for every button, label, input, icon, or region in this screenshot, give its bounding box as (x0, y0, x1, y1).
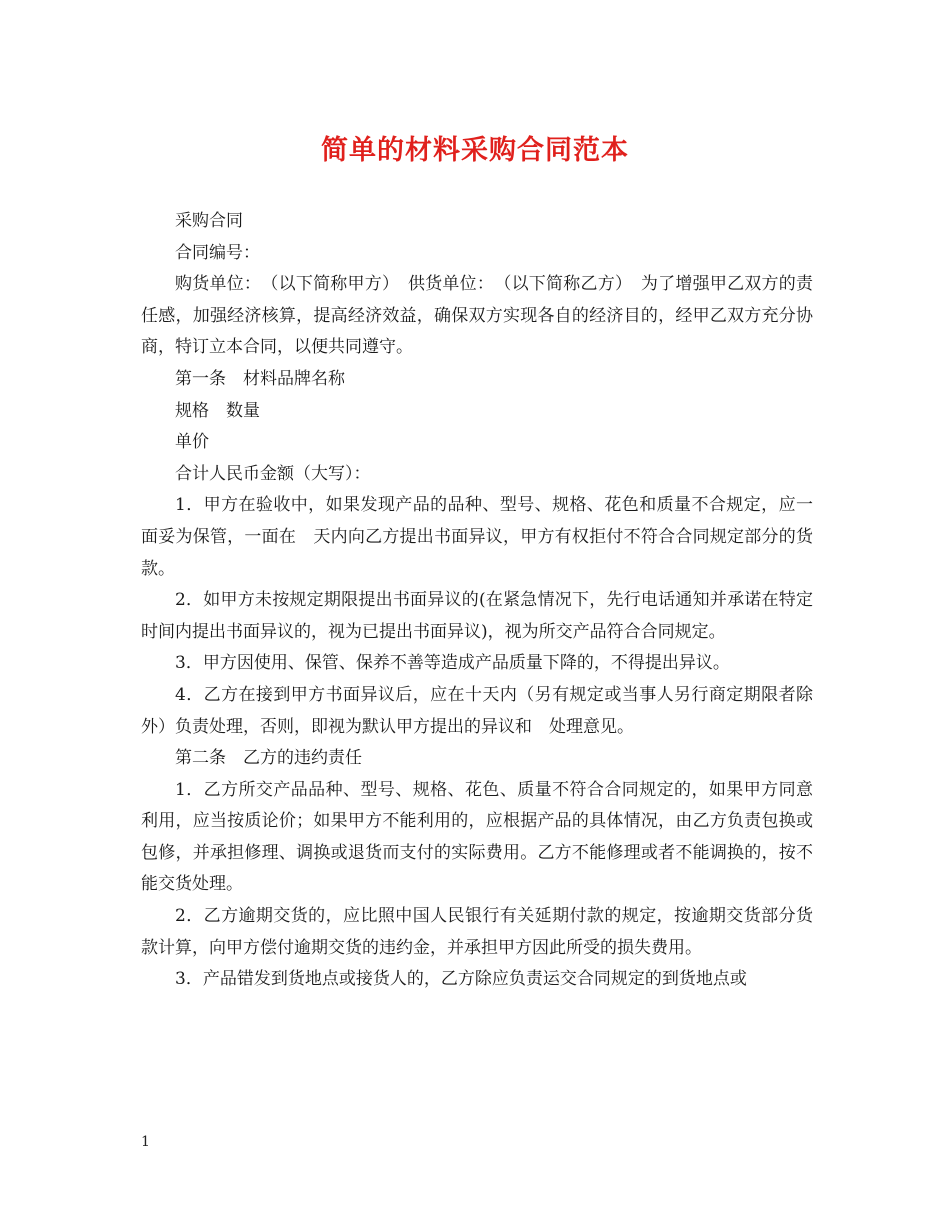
section-heading: 第一条 材料品牌名称 (175, 368, 345, 389)
paragraph: 采购合同 (175, 211, 243, 231)
page-number: 1 (141, 1134, 150, 1150)
clause-item: 2．如甲方未按规定期限提出书面异议的(在紧急情况下，先行电话通知并承诺在特定时间内提出书面异议的，视为已提出书面异议)，视为所交产品符合合同规定。 (141, 590, 813, 642)
section-heading: 第二条 乙方的违约责任 (175, 748, 362, 769)
clause-item: 2．乙方逾期交货的，应比照中国人民银行有关延期付款的规定，按逾期交货部分货款计算，向甲方偿付逾期交货的违约金，并承担甲方因此所受的损失费用。 (141, 906, 813, 958)
clause-item: 1．乙方所交产品品种、型号、规格、花色、质量不符合合同规定的，如果甲方同意利用，应当按质论价；如果甲方不能利用的，应根据产品的具体情况，由乙方负责包换或包修，并承担修理、调换或退货而支付的实际费用。乙方不能修理或者不能调换的，按不能交货处理。 (141, 779, 813, 895)
paragraph: 单价 (175, 432, 209, 453)
paragraph: 购货单位： （以下简称甲方） 供货单位： （以下简称乙方） 为了增强甲乙双方的责任感，加强经济核算，提高经济效益，确保双方实现各自的经济目的，经甲乙双方充分协商，特订立本合同，以便共同遵守。 (141, 274, 813, 358)
clause-item: 4．乙方在接到甲方书面异议后，应在十天内（另有规定或当事人另行商定期限者除外）负责处理，否则，即视为默认甲方提出的异议和 处理意见。 (141, 684, 813, 737)
document-title: 简单的材料采购合同范本 (321, 135, 629, 166)
paragraph: 合计人民币金额（大写）： (175, 463, 371, 484)
clause-item: 1．甲方在验收中，如果发现产品的品种、型号、规格、花色和质量不合规定，应一面妥为保管，一面在 天内向乙方提出书面异议，甲方有权拒付不符合合同规定部分的货款。 (141, 495, 813, 579)
document-body (141, 206, 813, 996)
paragraph: 规格 数量 (175, 400, 260, 421)
paragraph: 合同编号： (175, 242, 260, 263)
clause-item: 3．产品错发到货地点或接货人的，乙方除应负责运交合同规定的到货地点或 (175, 969, 747, 990)
clause-item: 3．甲方因使用、保管、保养不善等造成产品质量下降的，不得提出异议。 (175, 653, 730, 674)
